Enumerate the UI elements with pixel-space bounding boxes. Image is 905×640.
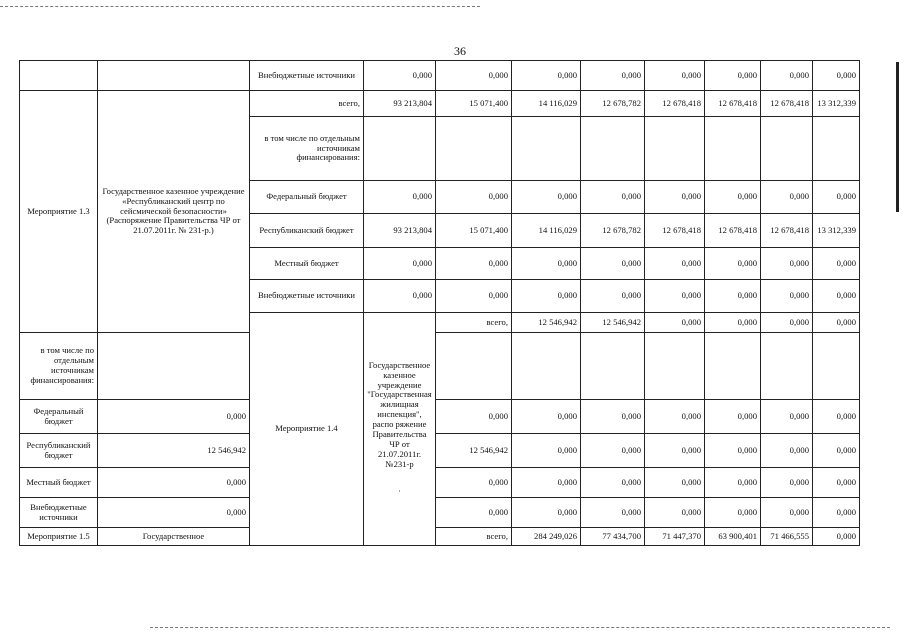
value-cell: 0,000 — [581, 248, 645, 280]
value-cell: 0,000 — [645, 400, 705, 434]
value-cell: 0,000 — [813, 181, 860, 214]
value-cell: 0,000 — [581, 61, 645, 91]
table-row — [20, 400, 860, 434]
value-cell: 0,000 — [581, 181, 645, 214]
value-cell: 0,000 — [813, 280, 860, 313]
value-cell: 0,000 — [813, 468, 860, 498]
value-cell: 0,000 — [761, 280, 813, 313]
value-cell: 0,000 — [512, 468, 581, 498]
value-cell: 0,000 — [813, 61, 860, 91]
value-cell: 71 447,370 — [645, 528, 705, 546]
source-federal: Федеральный бюджет — [250, 181, 364, 214]
value-cell: 0,000 — [813, 400, 860, 434]
table-row — [20, 61, 860, 91]
value-cell: 0,000 — [813, 528, 860, 546]
source-extra: Внебюджетные источники — [250, 61, 364, 91]
value-cell: 0,000 — [761, 313, 813, 333]
value-cell: 284 249,026 — [512, 528, 581, 546]
value-cell: 0,000 — [813, 313, 860, 333]
value-cell: 0,000 — [761, 181, 813, 214]
value-cell: 0,000 — [512, 400, 581, 434]
value-cell: 0,000 — [98, 400, 250, 434]
table-row — [20, 91, 860, 117]
value-cell: 0,000 — [761, 468, 813, 498]
measure-name: Мероприятие 1.4 — [250, 313, 364, 546]
value-cell: 0,000 — [364, 61, 436, 91]
value-cell: 93 213,804 — [364, 214, 436, 248]
value-cell: 15 071,400 — [436, 91, 512, 117]
value-cell: 12 546,942 — [436, 434, 512, 468]
source-total: всего, — [250, 91, 364, 117]
value-cell: 0,000 — [512, 248, 581, 280]
value-cell: 0,000 — [436, 61, 512, 91]
value-cell: 0,000 — [436, 400, 512, 434]
value-cell: 12 678,418 — [705, 91, 761, 117]
source-extra: Внебюджетные источники — [250, 280, 364, 313]
value-cell: 0,000 — [581, 400, 645, 434]
value-cell: 0,000 — [581, 280, 645, 313]
value-cell: 63 900,401 — [705, 528, 761, 546]
scan-edge-mark — [896, 62, 899, 212]
source-including: в том числе по отдельным источникам финансирования: — [20, 333, 98, 400]
value-cell: 12 678,418 — [761, 91, 813, 117]
value-cell: 0,000 — [705, 400, 761, 434]
value-cell: 0,000 — [813, 434, 860, 468]
value-cell: 14 116,029 — [512, 214, 581, 248]
value-cell: 0,000 — [512, 181, 581, 214]
value-cell: 0,000 — [512, 498, 581, 528]
value-cell: 0,000 — [813, 498, 860, 528]
scan-artifact-top — [0, 6, 480, 7]
value-cell: 0,000 — [364, 280, 436, 313]
value-cell: 0,000 — [364, 181, 436, 214]
value-cell: 0,000 — [705, 248, 761, 280]
scan-artifact-bottom — [150, 627, 890, 628]
cell-empty — [20, 61, 98, 91]
value-cell: 0,000 — [364, 248, 436, 280]
stray-dot: · — [398, 486, 401, 497]
measure-name: Мероприятие 1.3 — [20, 91, 98, 333]
value-cell: 0,000 — [645, 434, 705, 468]
value-cell: 0,000 — [761, 498, 813, 528]
value-cell: 93 213,804 — [364, 91, 436, 117]
value-cell: 0,000 — [705, 280, 761, 313]
value-cell: 0,000 — [645, 181, 705, 214]
value-cell: 0,000 — [761, 61, 813, 91]
value-cell: 0,000 — [645, 498, 705, 528]
source-republic: Республиканский бюджет — [250, 214, 364, 248]
value-cell: 0,000 — [98, 498, 250, 528]
value-cell: 0,000 — [645, 248, 705, 280]
source-total: всего, — [436, 528, 512, 546]
value-cell: 0,000 — [512, 61, 581, 91]
page-number: 36 — [454, 44, 466, 58]
value-cell: 12 546,942 — [512, 313, 581, 333]
value-cell: 13 312,339 — [813, 214, 860, 248]
value-cell: 0,000 — [645, 313, 705, 333]
source-extra: Внебюджетные источники — [20, 498, 98, 528]
value-cell: 12 678,418 — [645, 91, 705, 117]
value-cell: 0,000 — [581, 468, 645, 498]
value-cell: 0,000 — [705, 181, 761, 214]
value-cell: 0,000 — [761, 400, 813, 434]
measure-organization: Государственное — [98, 528, 250, 546]
value-cell: 0,000 — [512, 280, 581, 313]
value-cell: 12 678,782 — [581, 214, 645, 248]
measure-organization — [364, 313, 436, 546]
value-cell: 15 071,400 — [436, 214, 512, 248]
value-cell: 0,000 — [761, 248, 813, 280]
value-cell: 0,000 — [436, 498, 512, 528]
value-cell: 0,000 — [705, 61, 761, 91]
source-local: Местный бюджет — [250, 248, 364, 280]
value-cell: 77 434,700 — [581, 528, 645, 546]
measure-organization: Государственное казенное учреждение «Республиканский центр по сейсмической безопасности» (Распоряжение Правительства ЧР от 21.07.2011г. № 231-р.) — [98, 91, 250, 333]
table-row — [20, 468, 860, 498]
table-row — [20, 333, 860, 400]
value-cell: 12 546,942 — [581, 313, 645, 333]
value-cell: 0,000 — [705, 468, 761, 498]
value-cell: 0,000 — [645, 280, 705, 313]
value-cell: 0,000 — [705, 498, 761, 528]
source-including: в том числе по отдельным источникам финансирования: — [250, 117, 364, 181]
value-cell: 0,000 — [761, 434, 813, 468]
value-cell: 0,000 — [436, 280, 512, 313]
value-cell: 12 678,418 — [761, 214, 813, 248]
value-cell: 12 678,418 — [645, 214, 705, 248]
cell-empty — [98, 61, 250, 91]
value-cell: 71 466,555 — [761, 528, 813, 546]
value-cell: 14 116,029 — [512, 91, 581, 117]
value-cell: 0,000 — [645, 468, 705, 498]
value-cell: 0,000 — [512, 434, 581, 468]
table-row — [20, 434, 860, 468]
value-cell: 0,000 — [581, 498, 645, 528]
measure-name: Мероприятие 1.5 — [20, 528, 98, 546]
value-cell: 0,000 — [813, 248, 860, 280]
source-republic: Республиканский бюджет — [20, 434, 98, 468]
value-cell: 0,000 — [581, 434, 645, 468]
table-row — [20, 498, 860, 528]
value-cell: 0,000 — [436, 248, 512, 280]
value-cell: 13 312,339 — [813, 91, 860, 117]
value-cell: 0,000 — [436, 181, 512, 214]
organization-text: Государственное казенное учреждение "Государственная жилищная инспекция", распо ряжение Правительства ЧР от 21.07.2011г. №231-р — [367, 359, 432, 469]
table-row — [20, 528, 860, 546]
source-federal: Федеральный бюджет — [20, 400, 98, 434]
value-cell: 12 678,782 — [581, 91, 645, 117]
source-total: всего, — [436, 313, 512, 333]
value-cell: 0,000 — [705, 313, 761, 333]
value-cell: 0,000 — [98, 468, 250, 498]
value-cell: 12 546,942 — [98, 434, 250, 468]
value-cell: 12 678,418 — [705, 214, 761, 248]
source-local: Местный бюджет — [20, 468, 98, 498]
value-cell: 0,000 — [645, 61, 705, 91]
value-cell: 0,000 — [436, 468, 512, 498]
budget-table — [19, 60, 860, 546]
value-cell: 0,000 — [705, 434, 761, 468]
